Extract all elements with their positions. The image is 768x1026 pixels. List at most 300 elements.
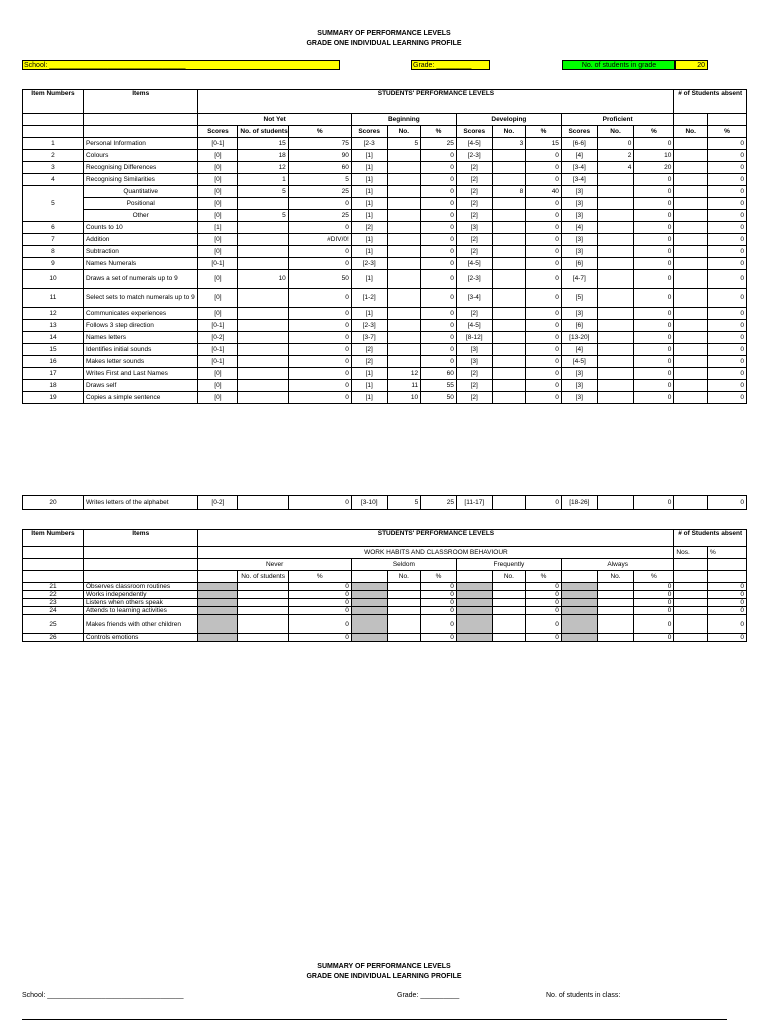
table-cell: [6-6] [561, 138, 597, 150]
section-work-habits: WORK HABITS AND CLASSROOM BEHAVIOUR [198, 547, 674, 559]
table-cell: 0 [708, 258, 747, 270]
footer-title: SUMMARY OF PERFORMANCE LEVELS [317, 963, 451, 970]
table-cell [492, 150, 526, 162]
table-cell: 0 [421, 634, 457, 642]
table-cell: 0 [708, 332, 747, 344]
shaded-cell [198, 615, 238, 634]
table-cell: 0 [634, 289, 674, 308]
sub-pct: % [634, 126, 674, 138]
col-items: Items [83, 530, 198, 547]
table-cell: 0 [634, 392, 674, 404]
item-name: Positional [83, 198, 198, 210]
item-name: Makes friends with other children [83, 615, 198, 634]
table-cell: [3-4] [561, 162, 597, 174]
table-cell [492, 332, 526, 344]
table-row [23, 289, 747, 308]
table-cell: 23 [23, 599, 84, 607]
shaded-cell [351, 599, 387, 607]
table-cell [387, 344, 421, 356]
table-cell: 55 [421, 380, 457, 392]
table-cell: 0 [288, 634, 351, 642]
table-cell [238, 356, 288, 368]
table-cell: 0 [421, 615, 457, 634]
item-name: Names letters [83, 332, 198, 344]
table-cell: [0-1] [198, 344, 238, 356]
table-cell: [3] [456, 344, 492, 356]
table-cell: 0 [708, 320, 747, 332]
table-cell: 1 [23, 138, 84, 150]
table-cell: 0 [526, 356, 562, 368]
table-cell: 0 [708, 234, 747, 246]
table-cell: [11-17] [456, 496, 492, 510]
table-cell: 18 [23, 380, 84, 392]
table-cell: 20 [634, 162, 674, 174]
table-cell: 0 [708, 368, 747, 380]
table-cell: 11 [23, 289, 84, 308]
table-cell [674, 270, 708, 289]
table-cell: [3] [456, 222, 492, 234]
table-cell: 6 [23, 222, 84, 234]
table-cell [674, 583, 708, 591]
item-name: Observes classroom routines [83, 583, 198, 591]
table-cell: 0 [708, 289, 747, 308]
footer-table-top-edge [22, 1019, 727, 1026]
table-cell: [3] [561, 308, 597, 320]
table-cell: [3] [561, 198, 597, 210]
table-cell: 0 [288, 615, 351, 634]
table-cell [597, 496, 634, 510]
table-cell: 0 [708, 198, 747, 210]
table-cell [597, 332, 634, 344]
table-cell: [1] [351, 270, 387, 289]
table-cell [387, 607, 421, 615]
table-cell: 0 [421, 258, 457, 270]
table-cell [492, 392, 526, 404]
table-cell [597, 607, 634, 615]
table-cell [492, 368, 526, 380]
shaded-cell [198, 607, 238, 615]
table-cell: #DIV/0! [288, 234, 351, 246]
page-title: SUMMARY OF PERFORMANCE LEVELS [317, 30, 451, 37]
table-cell [387, 583, 421, 591]
sub-no-of-students: No. of students [238, 126, 288, 138]
level-proficient: Proficient [561, 114, 673, 126]
table-cell: 0 [634, 270, 674, 289]
table-cell: [4-5] [456, 138, 492, 150]
table-cell: [3] [561, 380, 597, 392]
table-cell: 16 [23, 356, 84, 368]
table-cell: [1] [351, 368, 387, 380]
table-cell [238, 607, 288, 615]
table-cell: 40 [526, 186, 562, 198]
table-cell: 0 [634, 222, 674, 234]
table-cell [387, 234, 421, 246]
footer-school-field[interactable]: School: ___________________________________ [22, 992, 184, 999]
table-cell: 0 [708, 162, 747, 174]
table-row [23, 583, 747, 591]
table-cell: 2 [23, 150, 84, 162]
table-cell: [2-3] [351, 320, 387, 332]
table-cell [492, 615, 526, 634]
table-cell: 0 [288, 246, 351, 258]
table-cell: [1] [351, 162, 387, 174]
table-cell: [0] [198, 270, 238, 289]
table-cell [597, 591, 634, 599]
table-cell [674, 591, 708, 599]
level-beginning: Beginning [351, 114, 456, 126]
item-name: Recognising Differences [83, 162, 198, 174]
table-cell [387, 591, 421, 599]
absent-header: # of Students absent [674, 90, 747, 114]
table-cell: 0 [526, 344, 562, 356]
table-cell: 0 [634, 356, 674, 368]
item-number: 5 [23, 186, 84, 222]
table-cell: 0 [421, 332, 457, 344]
table-cell: 0 [526, 599, 562, 607]
table-cell: 5 [238, 210, 288, 222]
performance-table [22, 89, 747, 404]
table-cell: 0 [597, 138, 634, 150]
table-cell: [4] [561, 222, 597, 234]
shaded-cell [561, 615, 597, 634]
table-cell: 0 [526, 634, 562, 642]
table-cell: [1-2] [351, 289, 387, 308]
table-cell: [4] [561, 150, 597, 162]
table-cell: 60 [288, 162, 351, 174]
students-in-grade-value[interactable]: 20 [675, 60, 708, 70]
table-cell: [2-3] [456, 150, 492, 162]
shaded-cell [561, 599, 597, 607]
table-cell: 0 [421, 174, 457, 186]
table-cell: [2] [456, 210, 492, 222]
sub-pct: % [526, 571, 562, 583]
table-cell: [0] [198, 234, 238, 246]
level-not-yet: Not Yet [198, 114, 351, 126]
table-cell: 0 [288, 380, 351, 392]
table-row [23, 591, 747, 599]
footer-students-label: No. of students in class: [546, 992, 621, 999]
table-cell: [3] [561, 392, 597, 404]
table-cell: [0-1] [198, 356, 238, 368]
table-cell [387, 289, 421, 308]
table-row [23, 186, 747, 198]
item-name: Makes letter sounds [83, 356, 198, 368]
table-cell: [0] [198, 174, 238, 186]
table-cell: [0] [198, 368, 238, 380]
table-cell [492, 234, 526, 246]
table-cell: 0 [288, 607, 351, 615]
item-name: Draws self [83, 380, 198, 392]
table-cell [674, 258, 708, 270]
table-cell: 15 [526, 138, 562, 150]
footer-subtitle: GRADE ONE INDIVIDUAL LEARNING PROFILE [306, 973, 462, 980]
table-cell [674, 607, 708, 615]
table-cell: [3] [561, 368, 597, 380]
table-cell: [4-5] [456, 258, 492, 270]
table-cell: 8 [23, 246, 84, 258]
table-cell: 0 [421, 289, 457, 308]
table-row [23, 344, 747, 356]
table-cell [674, 162, 708, 174]
table-cell: 0 [526, 615, 562, 634]
table-cell [492, 308, 526, 320]
table-cell: 0 [708, 344, 747, 356]
table-cell: 75 [288, 138, 351, 150]
table-cell: 17 [23, 368, 84, 380]
table-cell [674, 234, 708, 246]
table-cell [492, 607, 526, 615]
table-cell: 24 [23, 607, 84, 615]
table-cell: [3] [456, 356, 492, 368]
sub-scores: Scores [561, 126, 597, 138]
table-cell: [3-4] [561, 174, 597, 186]
table-cell: 0 [526, 320, 562, 332]
table-cell [387, 186, 421, 198]
table-row [23, 392, 747, 404]
shaded-cell [561, 607, 597, 615]
sub-no-of-students: No. of students [238, 571, 288, 583]
sub-no: No. [492, 126, 526, 138]
table-cell: 0 [526, 270, 562, 289]
table-row [23, 332, 747, 344]
shaded-cell [561, 634, 597, 642]
table-cell: [2-3 [351, 138, 387, 150]
table-cell: 0 [421, 234, 457, 246]
table-cell: 0 [634, 258, 674, 270]
table-cell [238, 222, 288, 234]
item-name: Listens when others speak [83, 599, 198, 607]
sub-pct: % [708, 547, 747, 559]
item-name: Follows 3 step direction [83, 320, 198, 332]
table-cell: [1] [351, 150, 387, 162]
school-field[interactable]: School: ___________________________________ [22, 60, 340, 70]
table-cell [387, 162, 421, 174]
table-cell: [2] [351, 222, 387, 234]
shaded-cell [561, 583, 597, 591]
table-cell: [18-26] [562, 496, 598, 510]
table-cell [674, 186, 708, 198]
table-cell: 0 [288, 344, 351, 356]
shaded-cell [561, 591, 597, 599]
shaded-cell [456, 634, 492, 642]
table-cell: 0 [708, 356, 747, 368]
absent-header: # of Students absent [674, 530, 747, 547]
sub-pct: % [421, 126, 457, 138]
table-cell [238, 332, 288, 344]
table-cell [238, 246, 288, 258]
table-cell [597, 186, 634, 198]
table-cell: 15 [23, 344, 84, 356]
table-cell: 0 [708, 222, 747, 234]
table-cell [492, 583, 526, 591]
table-cell [597, 308, 634, 320]
table-cell [674, 496, 708, 510]
table-cell: [2] [456, 186, 492, 198]
table-cell: 0 [708, 210, 747, 222]
table-row [23, 270, 747, 289]
table-cell [238, 320, 288, 332]
item-name: Works independently [83, 591, 198, 599]
table-cell: [2] [351, 344, 387, 356]
table-cell [238, 591, 288, 599]
table-cell [492, 599, 526, 607]
table-cell: 0 [708, 392, 747, 404]
item-name: Names Numerals [83, 258, 198, 270]
table-cell: 20 [23, 496, 84, 510]
table-row [23, 198, 747, 210]
shaded-cell [351, 607, 387, 615]
table-cell [597, 222, 634, 234]
table-cell: 0 [634, 308, 674, 320]
table-cell [387, 174, 421, 186]
table-cell: 0 [526, 174, 562, 186]
item-name: Colours [83, 150, 198, 162]
table-cell [387, 332, 421, 344]
table-row [23, 368, 747, 380]
sub-scores: Scores [351, 126, 387, 138]
table-cell [597, 615, 634, 634]
table-cell: [1] [198, 222, 238, 234]
table-cell [238, 583, 288, 591]
table-cell: 0 [634, 174, 674, 186]
table-cell: 12 [23, 308, 84, 320]
shaded-cell [198, 634, 238, 642]
table-cell [674, 138, 708, 150]
table-cell: 0 [421, 583, 457, 591]
table-cell [387, 150, 421, 162]
table-cell: 5 [387, 138, 421, 150]
students-in-grade-label: No. of students in grade [562, 60, 675, 70]
table-cell: 0 [288, 392, 351, 404]
table-cell: [2] [456, 246, 492, 258]
table-cell: 0 [288, 583, 351, 591]
table-cell [238, 634, 288, 642]
sub-no: No. [387, 571, 421, 583]
table-cell: 0 [634, 320, 674, 332]
table-cell: 9 [23, 258, 84, 270]
table-cell: [3-7] [351, 332, 387, 344]
level-developing: Developing [456, 114, 561, 126]
freq-frequently: Frequently [456, 559, 561, 571]
table-cell [238, 368, 288, 380]
table-cell: 0 [526, 198, 562, 210]
table-cell: 3 [492, 138, 526, 150]
table-cell: 0 [634, 615, 674, 634]
table-cell [387, 258, 421, 270]
table-cell [597, 174, 634, 186]
sub-pct: % [288, 571, 351, 583]
table-cell [238, 258, 288, 270]
table-cell: [4-5] [561, 356, 597, 368]
table-cell [674, 615, 708, 634]
table-cell [597, 599, 634, 607]
table-cell: [2] [456, 234, 492, 246]
shaded-cell [198, 591, 238, 599]
table-row [23, 308, 747, 320]
table-cell: [0] [198, 246, 238, 258]
table-cell: 10 [387, 392, 421, 404]
table-cell: 0 [526, 210, 562, 222]
table-cell [674, 392, 708, 404]
table-cell: 0 [708, 615, 747, 634]
table-cell: 0 [421, 150, 457, 162]
shaded-cell [456, 583, 492, 591]
sub-pct: % [634, 571, 674, 583]
table-cell: [4] [561, 344, 597, 356]
footer-grade-field[interactable]: Grade: __________ [397, 992, 460, 999]
table-cell: 0 [634, 332, 674, 344]
table-cell: 10 [23, 270, 84, 289]
table-cell: [0] [198, 210, 238, 222]
table-cell: 0 [708, 599, 747, 607]
table-cell: 0 [526, 591, 562, 599]
table-cell: 0 [526, 607, 562, 615]
table-cell: 0 [421, 320, 457, 332]
table-cell [492, 380, 526, 392]
shaded-cell [456, 607, 492, 615]
table-row [23, 496, 747, 510]
table-cell: 60 [421, 368, 457, 380]
table-cell: [2-3] [456, 270, 492, 289]
table-cell [492, 356, 526, 368]
item-name: Addition [83, 234, 198, 246]
sub-no: No. [387, 126, 421, 138]
table-cell: [0] [198, 162, 238, 174]
sub-no: No. [674, 126, 708, 138]
sub-no: No. [597, 571, 634, 583]
perf-levels-header: STUDENTS' PERFORMANCE LEVELS [198, 90, 674, 114]
table-cell: 90 [288, 150, 351, 162]
table-cell [387, 615, 421, 634]
table-cell: 0 [421, 591, 457, 599]
item-name: Draws a set of numerals up to 9 [83, 270, 198, 289]
grade-field[interactable]: Grade: _________ [411, 60, 490, 70]
table-cell: 0 [526, 222, 562, 234]
table-cell [492, 270, 526, 289]
table-cell: 0 [634, 591, 674, 599]
perf-levels-header: STUDENTS' PERFORMANCE LEVELS [198, 530, 674, 547]
table-cell: 0 [526, 368, 562, 380]
table-cell: [1] [351, 198, 387, 210]
sub-nos: Nos. [674, 547, 708, 559]
table-cell: [2] [456, 198, 492, 210]
table-cell: 0 [526, 246, 562, 258]
table-cell: 0 [634, 583, 674, 591]
table-row [23, 162, 747, 174]
table-cell [492, 591, 526, 599]
table-cell: 0 [708, 138, 747, 150]
item-name: Writes First and Last Names [83, 368, 198, 380]
table-cell: 0 [526, 289, 562, 308]
table-cell: [2] [456, 392, 492, 404]
behaviour-table [22, 529, 747, 642]
table-cell: 8 [492, 186, 526, 198]
table-cell: [13-20] [561, 332, 597, 344]
table-cell: 0 [526, 308, 562, 320]
table-cell [387, 246, 421, 258]
table-cell: 10 [238, 270, 288, 289]
sub-scores: Scores [456, 126, 492, 138]
item-name: Identifies initial sounds [83, 344, 198, 356]
table-cell [674, 308, 708, 320]
table-cell: [2] [456, 174, 492, 186]
table-cell: 0 [421, 210, 457, 222]
table-cell: 4 [597, 162, 634, 174]
table-cell: [0-2] [198, 496, 238, 510]
table-cell [597, 392, 634, 404]
table-cell: 2 [597, 150, 634, 162]
table-row [23, 258, 747, 270]
